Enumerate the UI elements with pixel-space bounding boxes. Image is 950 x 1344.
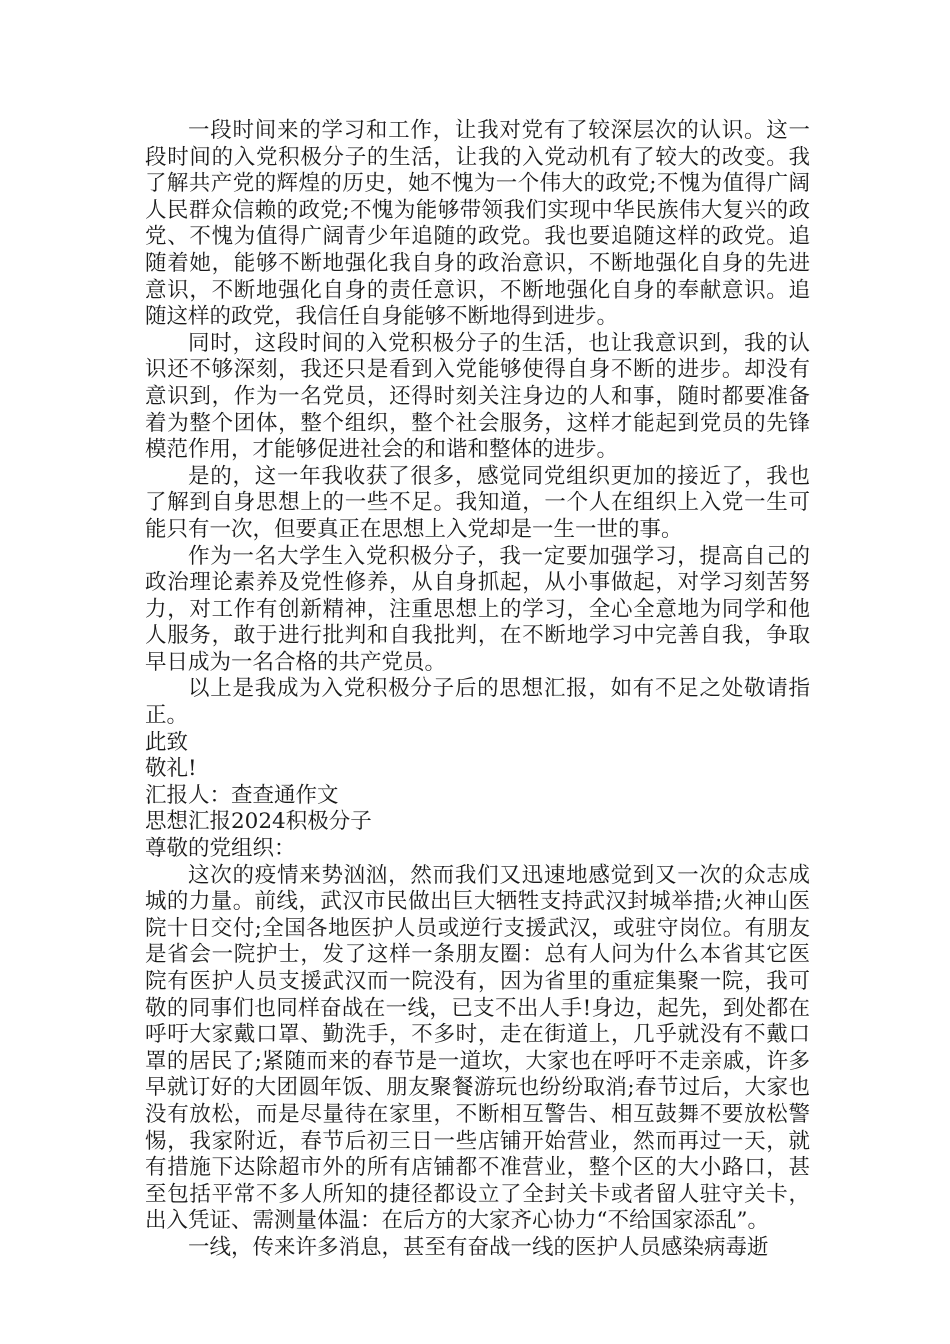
- document-title: 思想汇报2024积极分子: [145, 809, 372, 835]
- paragraph-awareness: 同时，这段时间的入党积极分子的生活，也让我意识到，我的认识还不够深刻，我还只是看到入党能够使得自身不断的进步。却没有意识到，作为一名党员，还得时刻关注身边的人和事，随时都要准备着为整个团体，整个组织，整个社会服务，这样才能起到党员的先锋模范作用，才能够促进社会的和谐和整体的进步。: [145, 330, 810, 463]
- paragraph-frontline: 一线，传来许多消息，甚至有奋战一线的医护人员感染病毒逝: [188, 1234, 769, 1260]
- closing-line-1: 此致: [145, 729, 189, 755]
- reporter-line: 汇报人：查查通作文: [145, 782, 339, 808]
- salutation: 尊敬的党组织：: [145, 836, 296, 862]
- paragraph-epidemic: 这次的疫情来势汹汹，然而我们又迅速地感觉到又一次的众志成城的力量。前线，武汉市民做出巨大牺牲支持武汉封城举措;火神山医院十日交付;全国各地医护人员或逆行支援武汉，或驻守岗位。有朋友是省会一院护士，发了这样一条朋友圈：总有人问为什么本省其它医院有医护人员支援武汉而一院没有，因为省里的重症集聚一院，我可敬的同事们也同样奋战在一线，已支不出人手!身边，起先，到处都在呼吁大家戴口罩、勤洗手，不多时，走在街道上，几乎就没有不戴口罩的居民了;紧随而来的春节是一道坎，大家也在呼吁不走亲戚，许多早就订好的大团圆年饭、朋友聚餐游玩也纷纷取消;春节过后，大家也没有放松，而是尽量待在家里，不断相互警告、相互鼓舞不要放松警惕，我家附近，春节后初三日一些店铺开始营业，然而再过一天，就有措施下达除超市外的所有店铺都不准营业，整个区的大小路口，甚至包括平常不多人所知的捷径都设立了全封关卡或者留人驻守关卡，出入凭证、需测量体温：在后方的大家齐心协力“不给国家添乱”。: [145, 862, 810, 1234]
- paragraph-commitment: 作为一名大学生入党积极分子，我一定要加强学习，提高自己的政治理论素养及党性修养，从自身抓起，从小事做起，对学习刻苦努力，对工作有创新精神，注重思想上的学习，全心全意地为同学和他人服务，敢于进行批判和自我批判，在不断地学习中完善自我，争取早日成为一名合格的共产党员。: [145, 543, 810, 675]
- closing-line-2: 敬礼!: [145, 756, 197, 782]
- paragraph-harvest: 是的，这一年我收获了很多，感觉同党组织更加的接近了，我也了解到自身思想上的一些不足。我知道，一个人在组织上入党一生可能只有一次，但要真正在思想上入党却是一生一世的事。: [145, 463, 810, 542]
- paragraph-conclusion: 以上是我成为入党积极分子后的思想汇报，如有不足之处敬请指正。: [145, 676, 810, 729]
- document-page: [145, 118, 810, 1262]
- paragraph-study-reflection: 一段时间来的学习和工作，让我对党有了较深层次的认识。这一段时间的入党积极分子的生活，让我的入党动机有了较大的改变。我了解共产党的辉煌的历史，她不愧为一个伟大的政党;不愧为值得广阔人民群众信赖的政党;不愧为能够带领我们实现中华民族伟大复兴的政党、不愧为值得广阔青少年追随的政党。我也要追随这样的政党。追随着她，能够不断地强化我自身的政治意识，不断地强化自身的先进意识，不断地强化自身的责任意识，不断地强化自身的奉献意识。追随这样的政党，我信任自身能够不断地得到进步。: [145, 118, 810, 330]
